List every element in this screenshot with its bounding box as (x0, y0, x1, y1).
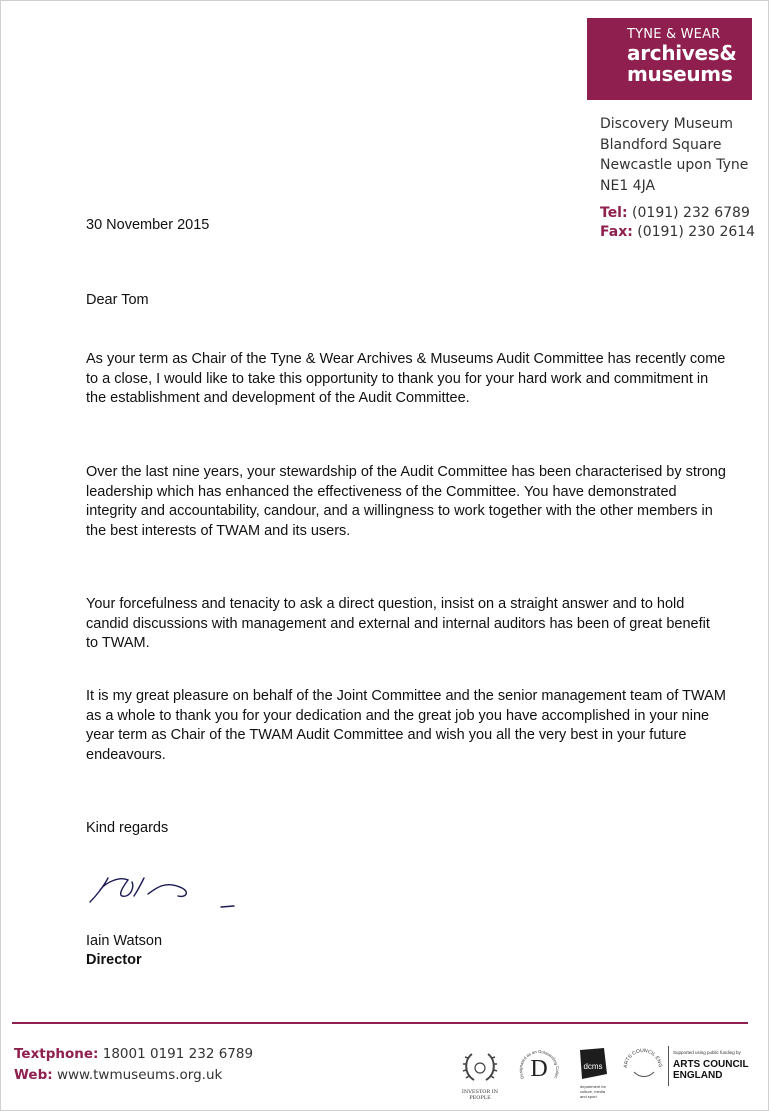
address-line-1: Discovery Museum (600, 116, 733, 132)
logo-line-3: museums (627, 62, 733, 86)
footer-contact (14, 1044, 253, 1086)
textphone-line (14, 1044, 253, 1065)
designated-text: Designated as an Outstanding Collec (518, 1048, 560, 1080)
web-line (14, 1065, 253, 1086)
dcms-mark-icon (574, 1046, 610, 1082)
logo-line-2: archives& (627, 41, 737, 65)
tel-label: Tel: (600, 205, 628, 221)
textphone-value: 18001 0191 232 6789 (102, 1046, 254, 1062)
letter-salutation: Dear Tom (86, 292, 149, 308)
ace-line-2: ENGLAND (673, 1070, 723, 1081)
sender-contact (600, 204, 755, 242)
laurel-wreath-icon (452, 1046, 508, 1088)
fax-value: (0191) 230 2614 (637, 224, 756, 240)
paragraph-3: Your forcefulness and tenacity to ask a direct question, insist on a straight answer and to hold candid discussions with management and external and internal auditors has been of great benefit to TWAM. (86, 596, 710, 651)
signer-name: Iain Watson (86, 933, 163, 949)
fax-label: Fax: (600, 224, 633, 240)
logo-line-1: TYNE & WEAR (627, 27, 721, 42)
arts-council-england-logo (620, 1042, 750, 1088)
ace-divider (668, 1046, 669, 1086)
arts-council-circle-icon (620, 1042, 666, 1088)
iip-text: INVESTOR IN PEOPLE (461, 1089, 499, 1101)
paragraph-4: It is my great pleasure on behalf of the Joint Committee and the senior management team of TWAM as a whole to thank you for your dedication and the great job you have accomplished in your nine year term as Chair of the TWAM Audit Committee and wish you all the very best in your future endeavours. (86, 688, 726, 763)
address-line-4: NE1 4JA (600, 177, 656, 194)
sender-address (600, 114, 748, 196)
address-line-2: Blandford Square (600, 136, 722, 153)
footer-divider (12, 1022, 748, 1024)
ace-line-1: ARTS COUNCIL (673, 1059, 749, 1070)
ace-arc-text: ARTS COUNCIL ENG (622, 1047, 664, 1069)
web-value: www.twmuseums.org.uk (56, 1067, 223, 1083)
dcms-mark-text: dcms (583, 1062, 603, 1071)
dcms-text (580, 1084, 606, 1099)
fax-line (600, 223, 755, 242)
textphone-label: Textphone: (14, 1046, 99, 1062)
paragraph-2: Over the last nine years, your stewardship of the Audit Committee has been characterised by strong leadership which has enhanced the effectiveness of the Committee. You have demonstrated integrity and accountability, candour, and a willingness to work together with the other members in the best interests of TWAM and its users. (86, 464, 726, 539)
handwritten-signature (86, 858, 256, 918)
twam-logo (587, 18, 752, 100)
tel-value: (0191) 232 6789 (632, 205, 750, 221)
letter-closing: Kind regards (86, 820, 169, 836)
designated-collection-logo (518, 1040, 560, 1096)
svg-text:ARTS COUNCIL ENGLAND (620, 1042, 663, 1068)
signer-title: Director (86, 952, 142, 968)
dcms-text-line-2: culture, media (580, 1089, 606, 1094)
tel-line (600, 204, 755, 223)
web-label: Web: (14, 1067, 53, 1083)
designated-letter: D (530, 1056, 548, 1082)
dcms-logo (574, 1046, 610, 1102)
ace-wordmark (673, 1059, 749, 1081)
dcms-text-line-1: department for (580, 1084, 607, 1089)
investor-in-people-logo (452, 1046, 508, 1101)
address-line-3: Newcastle upon Tyne (600, 157, 749, 173)
dcms-text-line-3: and sport (580, 1094, 597, 1099)
paragraph-1: As your term as Chair of the Tyne & Wear Archives & Museums Audit Committee has recently come to a close, I would like to take this opportunity to thank you for your hard work and commitment in the establishment and development of the Audit Committee. (86, 351, 726, 406)
letter-date: 30 November 2015 (86, 217, 210, 233)
ace-supported-text: Supported using public funding by (673, 1050, 741, 1055)
